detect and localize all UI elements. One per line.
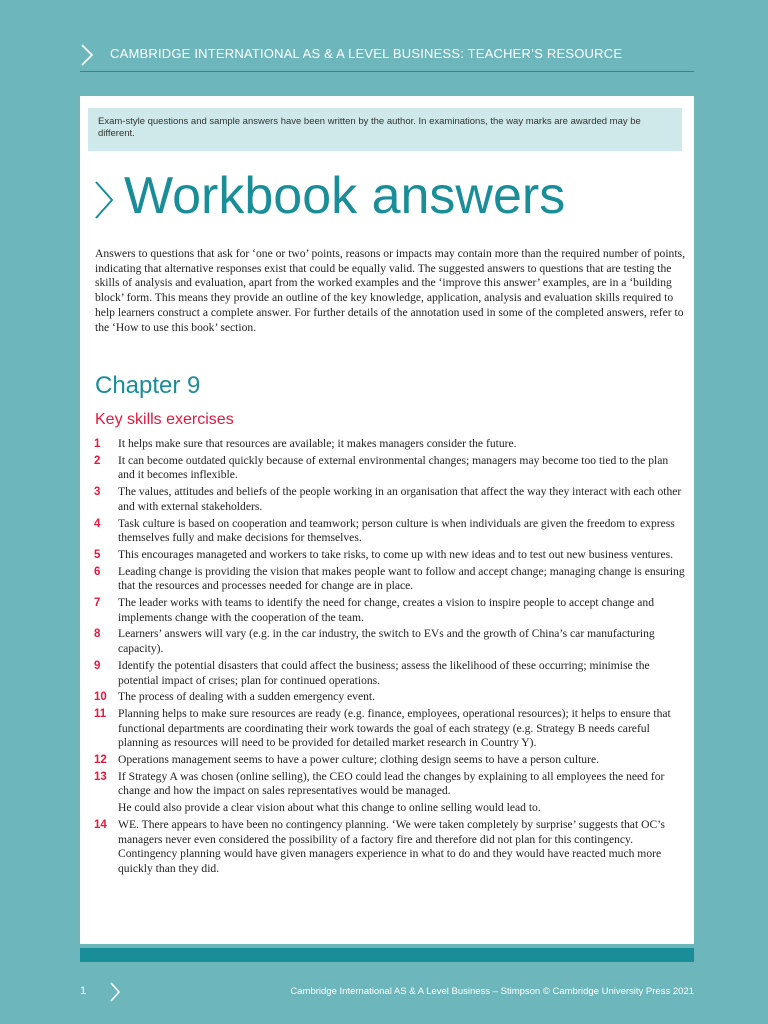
answer-text: Identify the potential disasters that could affect the business; assess the likelihood of these occurring; minimise the potential impact of crises; plan for continued operations. — [118, 658, 650, 687]
footer-credit: Cambridge International AS & A Level Business – Stimpson © Cambridge University Press 2021 — [290, 986, 694, 997]
header-divider — [80, 71, 694, 72]
list-item — [94, 517, 686, 546]
answer-text: Learners’ answers will vary (e.g. in the car industry, the switch to EVs and the growth of China’s car manufacturing capacity). — [118, 627, 655, 656]
answer-number: 12 — [94, 754, 107, 767]
list-item — [94, 818, 686, 877]
title-chevron-icon — [92, 178, 116, 222]
list-item — [94, 565, 686, 594]
page-number: 1 — [80, 985, 87, 997]
answer-number: 1 — [94, 438, 101, 450]
answer-number: 4 — [94, 517, 101, 530]
list-item — [94, 659, 686, 688]
answer-text: WE. There appears to have been no contingency planning. ‘We were taken completely by surprise’ suggests that OC’s managers never even considered the possibility of a factory fire and therefore did not plan for this contingency. Contingency planning would have given managers experience in what to do and they would have reacted much more quickly than they did. — [118, 817, 665, 875]
answer-text: Leading change is providing the vision that makes people want to follow and accept change; managing change is ensuring that the resources and processes needed for change are in place. — [118, 564, 685, 593]
page — [80, 96, 694, 944]
list-item — [94, 596, 686, 625]
answer-text: This encourages manageted and workers to take risks, to come up with new ideas and to test out new business ventures. — [118, 547, 674, 561]
answer-list — [94, 437, 686, 879]
header-title: CAMBRIDGE INTERNATIONAL AS & A LEVEL BUSINESS: TEACHER’S RESOURCE — [110, 46, 623, 61]
footer-band — [80, 948, 694, 962]
list-item — [94, 454, 686, 483]
list-item — [94, 753, 686, 768]
answer-text: Task culture is based on cooperation and teamwork; person culture is when individuals are given the freedom to express themselves fully and make decisions for themselves. — [118, 516, 675, 545]
answer-number: 8 — [94, 628, 101, 641]
answer-text: It helps make sure that resources are available; it makes managers consider the future. — [118, 437, 517, 450]
answer-number: 7 — [94, 597, 101, 610]
answer-text: It can become outdated quickly because of external environmental changes; managers may become too tied to the plan and it becomes inflexible. — [118, 453, 669, 482]
answer-text: The process of dealing with a sudden emergency event. — [118, 690, 376, 704]
answer-continuation: He could also provide a clear vision about what this change to online selling would lead to. — [118, 801, 541, 815]
answer-text: If Strategy A was chosen (online selling), the CEO could lead the changes by explaining to all employees the need for change and how the impact on sales representatives would be managed. — [118, 769, 665, 798]
list-item — [94, 690, 686, 705]
list-item — [94, 627, 686, 656]
answer-text: The values, attitudes and beliefs of the people working in an organisation that affect the way they interact with each other and with external stakeholders. — [118, 485, 682, 513]
section-heading: Key skills exercises — [95, 411, 234, 428]
answer-number: 10 — [94, 691, 107, 704]
chevron-right-icon — [78, 43, 98, 67]
footer-chevron-icon — [108, 981, 122, 1003]
chapter-heading: Chapter 9 — [95, 372, 201, 399]
answer-text: Operations management seems to have a power culture; clothing design seems to have a person culture. — [118, 753, 599, 767]
list-item — [94, 770, 686, 816]
answer-number: 11 — [94, 707, 107, 720]
page-title: Workbook answers — [124, 167, 566, 225]
answer-number: 3 — [94, 486, 101, 499]
answer-text: The leader works with teams to identify the need for change, creates a vision to inspire people to accept change and implements change with the cooperation of the team. — [118, 596, 655, 624]
answer-number: 5 — [94, 548, 101, 561]
answer-text: Planning helps to make sure resources are ready (e.g. finance, employees, operational resources); it helps to ensure that functional departments are coordinating their work towards the goal of each strategy (e.g. Strategy B needs careful planning as resources will need to be provided for detailed market research in Country Y). — [118, 706, 671, 750]
list-item — [94, 707, 686, 751]
answer-number: 13 — [94, 770, 107, 783]
answer-number: 9 — [94, 659, 101, 672]
list-item — [94, 485, 686, 514]
answer-number: 6 — [94, 565, 101, 578]
list-item — [94, 548, 686, 563]
answer-number: 14 — [94, 818, 107, 831]
intro-paragraph: Answers to questions that ask for ‘one or two’ points, reasons or impacts may contain more than the required number of points, indicating that alternative responses exist that could be equally valid. The suggested answers to questions that are testing the skills of analysis and evaluation, apart from the worked examples and the ‘improve this answer’ examples, are in a ‘building block’ form. This means they provide an outline of the key knowledge, application, analysis and evaluation skills required to help learners construct a complete answer. For further details of the annotation used in some of the completed answers, refer to the ‘How to use this book’ section. — [95, 247, 685, 334]
list-item — [94, 437, 686, 452]
answer-number: 2 — [94, 454, 101, 467]
exam-notice: Exam-style questions and sample answers have been written by the author. In examinations, the way marks are awarded may be different. — [88, 108, 682, 151]
